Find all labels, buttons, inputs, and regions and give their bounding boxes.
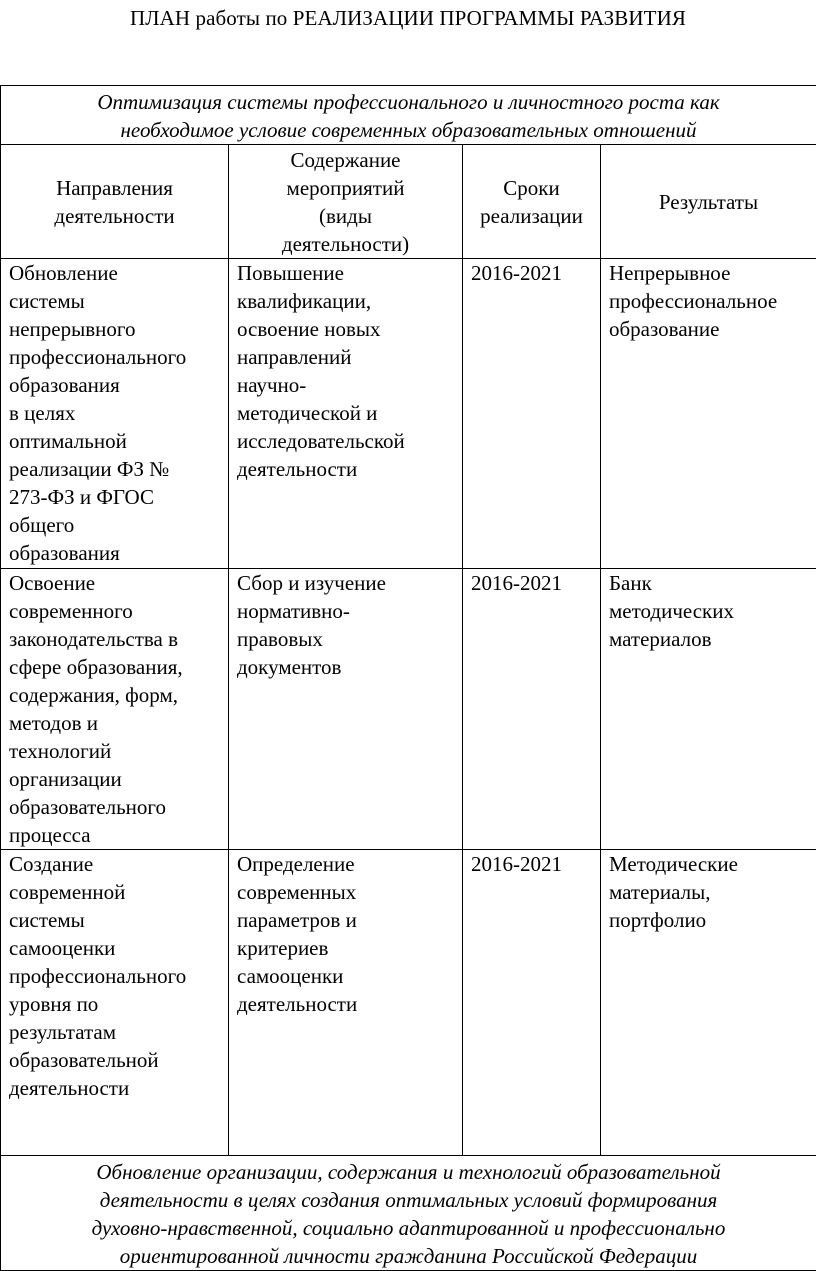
table-row [1, 569, 816, 850]
section-row-2 [1, 1156, 816, 1271]
header-results: Результаты [601, 145, 816, 259]
content-cell: Сбор и изучение нормативно- правовых документов [229, 569, 463, 850]
table-row [1, 259, 816, 569]
section-heading-2: Обновление организации, содержания и технологий образовательной деятельности в целях создания оптимальных условий формирования духовно-нравственной, социально адаптированной и профессионально ориентированной личности гражданина Российской Федерации [1, 1156, 816, 1271]
result-cell: Банк методических материалов [601, 569, 816, 850]
header-period: Сроки реализации [463, 145, 601, 259]
header-content: Содержание мероприятий (виды деятельности) [229, 145, 463, 259]
section-row-1 [1, 86, 816, 145]
header-row [1, 145, 816, 259]
header-directions: Направления деятельности [1, 145, 229, 259]
direction-cell: Обновление системы непрерывного профессионального образования в целях оптимальной реализации ФЗ № 273-ФЗ и ФГОС общего образования [1, 259, 229, 569]
table-row [1, 850, 816, 1156]
period-cell: 2016-2021 [463, 850, 601, 1156]
period-cell: 2016-2021 [463, 259, 601, 569]
section-heading-1: Оптимизация системы профессионального и личностного роста как необходимое условие современных образовательных отношений [1, 86, 816, 145]
period-cell: 2016-2021 [463, 569, 601, 850]
content-cell: Повышение квалификации, освоение новых направлений научно- методической и исследовательской деятельности [229, 259, 463, 569]
direction-cell: Освоение современного законодательства в сфере образования, содержания, форм, методов и технологий организации образовательного процесса [1, 569, 229, 850]
result-cell: Методические материалы, портфолио [601, 850, 816, 1156]
direction-cell: Создание современной системы самооценки профессионального уровня по результатам образовательной деятельности [1, 850, 229, 1156]
document-title: ПЛАН работы по РЕАЛИЗАЦИИ ПРОГРАММЫ РАЗВИТИЯ [0, 6, 816, 31]
plan-table [0, 85, 816, 1271]
content-cell: Определение современных параметров и критериев самооценки деятельности [229, 850, 463, 1156]
result-cell: Непрерывное профессиональное образование [601, 259, 816, 569]
